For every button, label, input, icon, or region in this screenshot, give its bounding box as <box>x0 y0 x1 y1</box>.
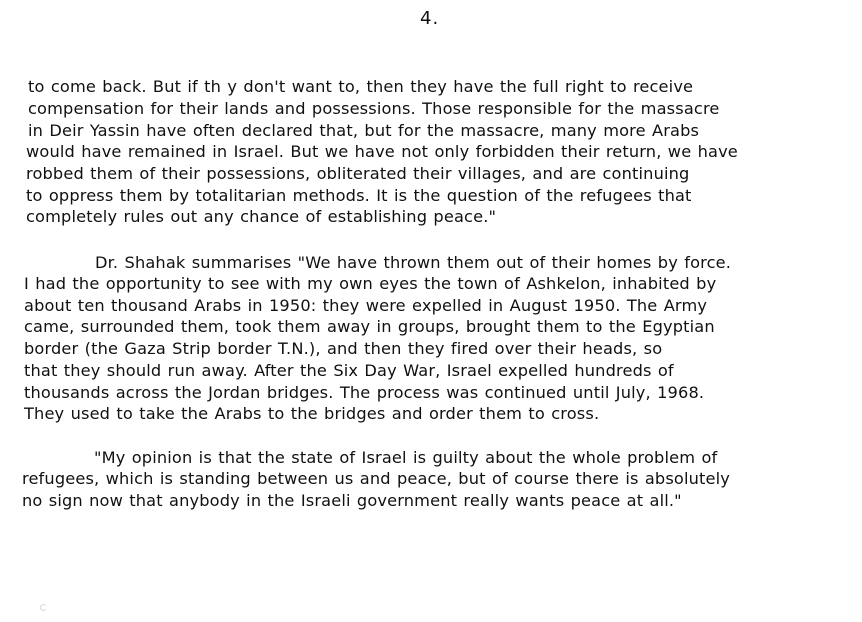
text-line: in Deir Yassin have often declared that, but for the massacre, many more Arabs <box>28 121 700 140</box>
text-line: They used to take the Arabs to the bridges and order them to cross. <box>24 404 600 423</box>
text-line: completely rules out any chance of establishing peace." <box>26 207 497 226</box>
text-line: compensation for their lands and possessions. Those responsible for the massacre <box>28 99 720 118</box>
text-line: robbed them of their possessions, obliterated their villages, and are continuing <box>26 164 690 183</box>
text-line: border (the Gaza Strip border T.N.), and then they fired over their heads, so <box>24 339 663 358</box>
text-line: I had the opportunity to see with my own eyes the town of Ashkelon, inhabited by <box>24 274 717 293</box>
text-line: thousands across the Jordan bridges. The process was continued until July, 1968. <box>24 383 705 402</box>
text-line: about ten thousand Arabs in 1950: they were expelled in August 1950. The Army <box>24 296 708 315</box>
text-line: would have remained in Israel. But we have not only forbidden their return, we have <box>26 142 738 161</box>
text-line: no sign now that anybody in the Israeli government really wants peace at all." <box>22 491 682 510</box>
page-number: 4. <box>420 8 440 29</box>
scan-speck <box>40 604 47 611</box>
text-line: refugees, which is standing between us and peace, but of course there is absolutely <box>22 469 731 488</box>
text-line: "My opinion is that the state of Israel is guilty about the whole problem of <box>94 448 718 467</box>
text-line: to oppress them by totalitarian methods. It is the question of the refugees that <box>26 186 692 205</box>
text-line: that they should run away. After the Six Day War, Israel expelled hundreds of <box>24 361 674 380</box>
text-line: Dr. Shahak summarises "We have thrown them out of their homes by force. <box>95 253 732 272</box>
text-line: came, surrounded them, took them away in groups, brought them to the Egyptian <box>24 317 715 336</box>
text-line: to come back. But if th y don't want to, then they have the full right to receive <box>28 77 694 96</box>
